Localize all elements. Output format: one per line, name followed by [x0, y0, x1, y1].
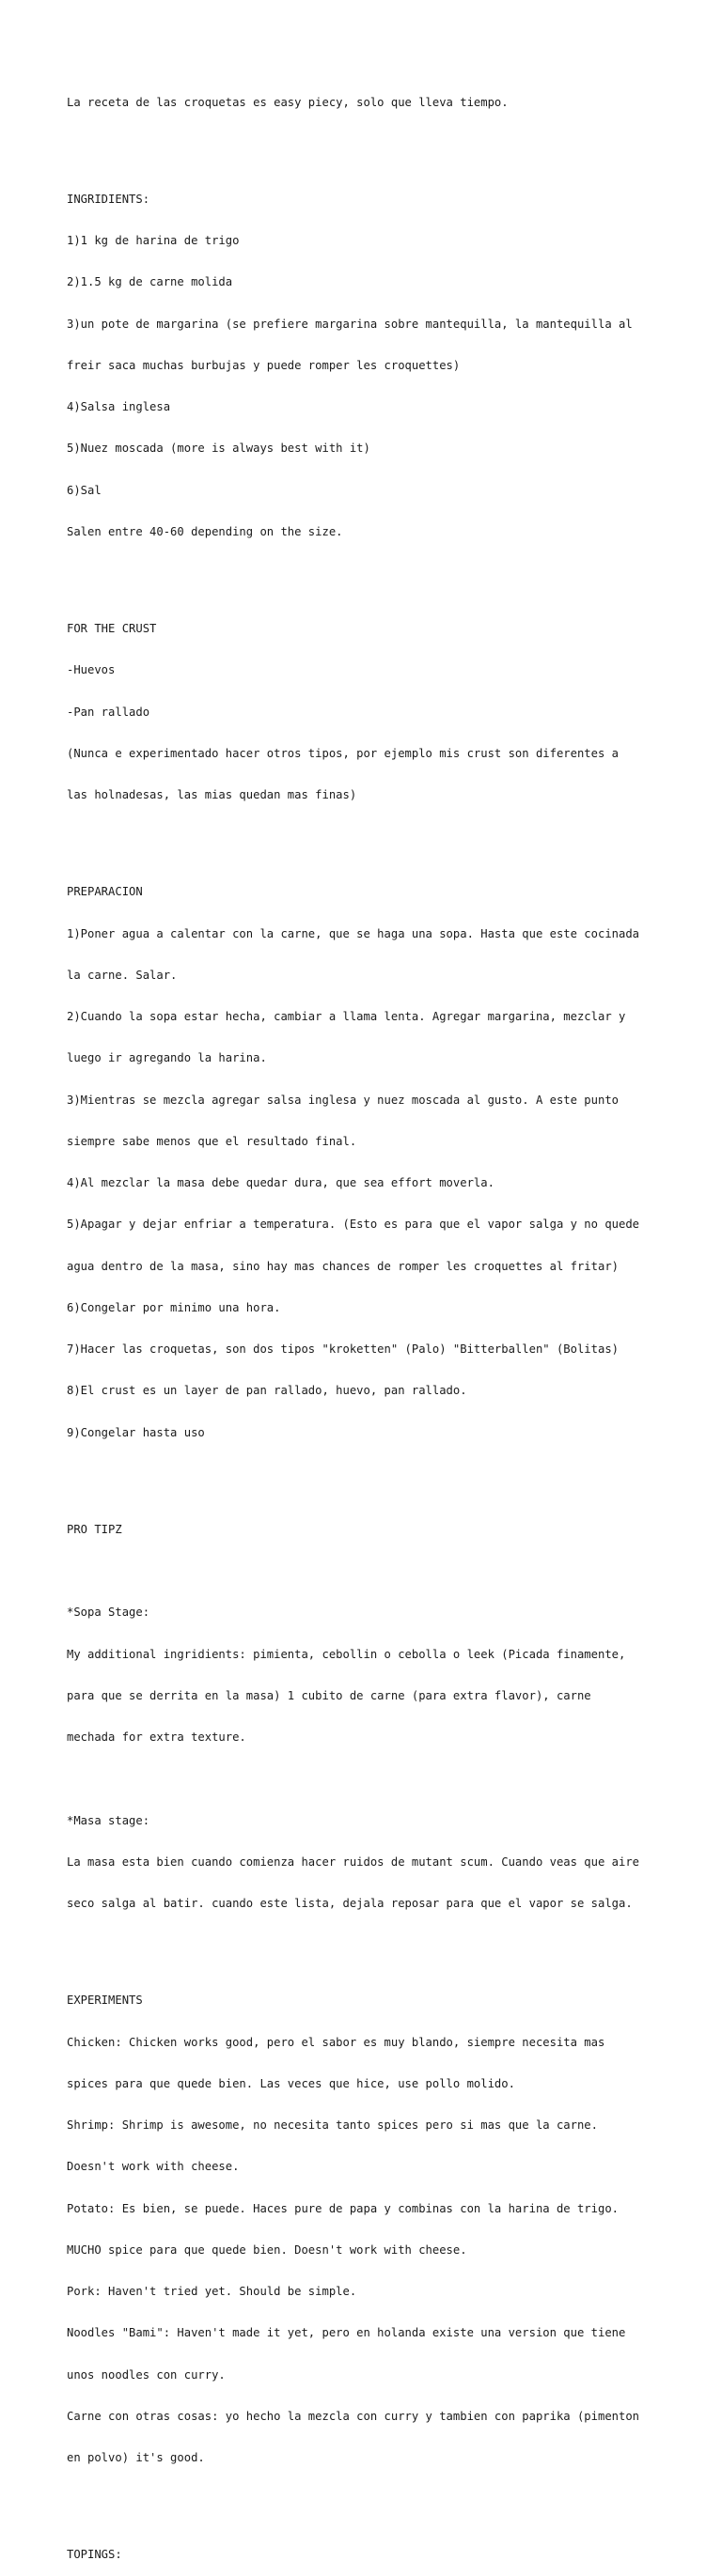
- crust-heading: FOR THE CRUST: [67, 622, 157, 635]
- ingredient-line: 1)1 kg de harina de trigo: [67, 234, 240, 247]
- ingredient-line: freir saca muchas burbujas y puede romper les croquettes): [67, 358, 461, 372]
- preparation-line: 1)Poner agua a calentar con la carne, que se haga una sopa. Hasta que este cocinada: [67, 926, 640, 940]
- preparation-line: 9)Congelar hasta uso: [67, 1425, 205, 1439]
- pro-tips-heading: PRO TIPZ: [67, 1522, 122, 1536]
- ingredient-line: 6)Sal: [67, 483, 102, 497]
- preparation-line: 7)Hacer las croquetas, son dos tipos "kroketten" (Palo) "Bitterballen" (Bolitas): [67, 1342, 619, 1356]
- preparation-line: 2)Cuando la sopa estar hecha, cambiar a llama lenta. Agregar margarina, mezclar y: [67, 1010, 626, 1023]
- preparation-heading: PREPARACION: [67, 885, 143, 899]
- experiment-line: en polvo) it's good.: [67, 2451, 205, 2464]
- experiment-line: Doesn't work with cheese.: [67, 2160, 240, 2174]
- experiment-line: Shrimp: Shrimp is awesome, no necesita tanto spices pero si mas que la carne.: [67, 2118, 598, 2132]
- experiment-line: MUCHO spice para que quede bien. Doesn't work with cheese.: [67, 2242, 467, 2257]
- ingredient-line: Salen entre 40-60 depending on the size.: [67, 524, 343, 538]
- preparation-line: 4)Al mezclar la masa debe quedar dura, que sea effort moverla.: [67, 1176, 494, 1189]
- preparation-line: 3)Mientras se mezcla agregar salsa inglesa y nuez moscada al gusto. A este punto: [67, 1093, 619, 1107]
- ingredient-line: 4)Salsa inglesa: [67, 400, 171, 413]
- experiment-line: Potato: Es bien, se puede. Haces pure de papa y combinas con la harina de trigo.: [67, 2201, 619, 2215]
- masa-stage-heading: *Masa stage:: [67, 1813, 150, 1827]
- masa-stage-line: seco salga al batir. cuando este lista, dejala reposar para que el vapor se salga.: [67, 1897, 633, 1910]
- sopa-stage-line: para que se derrita en la masa) 1 cubito de carne (para extra flavor), carne: [67, 1688, 591, 1702]
- ingredient-line: 2)1.5 kg de carne molida: [67, 275, 233, 289]
- crust-line: -Huevos: [67, 663, 116, 677]
- experiment-line: Pork: Haven't tried yet. Should be simple.: [67, 2285, 357, 2298]
- experiment-line: Carne con otras cosas: yo hecho la mezcla con curry y tambien con paprika (pimenton: [67, 2409, 640, 2423]
- preparation-line: siempre sabe menos que el resultado final.: [67, 1134, 357, 1148]
- intro-text: La receta de las croquetas es easy piecy, solo que lleva tiempo.: [67, 95, 509, 109]
- experiment-line: Noodles "Bami": Haven't made it yet, pero en holanda existe una version que tiene: [67, 2326, 626, 2340]
- experiments-heading: EXPERIMENTS: [67, 1994, 143, 2008]
- preparation-line: 6)Congelar por minimo una hora.: [67, 1300, 281, 1314]
- ingredient-line: 5)Nuez moscada (more is always best with it): [67, 442, 370, 456]
- masa-stage-line: La masa esta bien cuando comienza hacer ruidos de mutant scum. Cuando veas que aire: [67, 1854, 640, 1869]
- preparation-line: luego ir agregando la harina.: [67, 1051, 267, 1065]
- ingredients-heading: INGRIDIENTS:: [67, 192, 150, 206]
- crust-line: -Pan rallado: [67, 705, 150, 719]
- experiment-line: Chicken: Chicken works good, pero el sabor es muy blando, siempre necesita mas: [67, 2035, 605, 2049]
- crust-line: (Nunca e experimentado hacer otros tipos, por ejemplo mis crust son diferentes a: [67, 746, 619, 760]
- preparation-line: la carne. Salar.: [67, 968, 178, 982]
- preparation-line: 5)Apagar y dejar enfriar a temperatura. (Esto es para que el vapor salga y no quede: [67, 1218, 640, 1232]
- experiment-line: spices para que quede bien. Las veces que hice, use pollo molido.: [67, 2076, 515, 2090]
- crust-line: las holnadesas, las mias quedan mas finas): [67, 788, 357, 801]
- experiment-line: unos noodles con curry.: [67, 2367, 226, 2382]
- preparation-line: agua dentro de la masa, sino hay mas chances de romper les croquettes al fritar): [67, 1259, 619, 1273]
- toppings-heading: TOPINGS:: [67, 2548, 122, 2562]
- recipe-document: [67, 68, 668, 2576]
- sopa-stage-line: My additional ingridients: pimienta, cebollin o cebolla o leek (Picada finamente,: [67, 1647, 626, 1661]
- sopa-stage-line: mechada for extra texture.: [67, 1730, 246, 1744]
- ingredient-line: 3)un pote de margarina (se prefiere margarina sobre mantequilla, la mantequilla al: [67, 317, 633, 331]
- sopa-stage-heading: *Sopa Stage:: [67, 1606, 150, 1620]
- preparation-line: 8)El crust es un layer de pan rallado, huevo, pan rallado.: [67, 1384, 467, 1398]
